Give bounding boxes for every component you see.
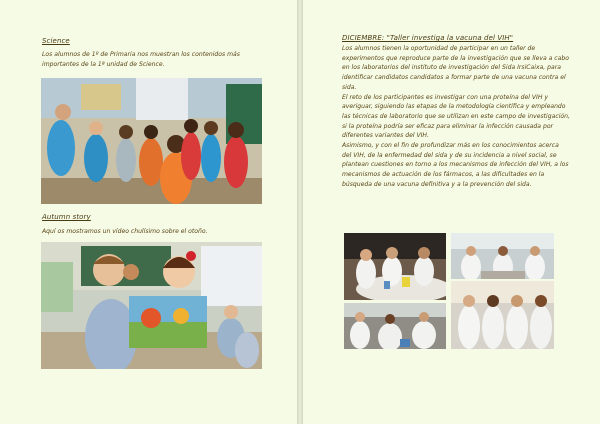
workshop-photo-4 bbox=[451, 281, 554, 349]
article-paragraph: Asimismo, y con el fin de profundizar más en los conocimientos acerca del VIH, de la enfermedad del sida y de su incidencia a nivel social, se plantean cuestiones en torno a los mecanismos de infección del VIH, a los mecanismos de actuación de los fármacos, a las dificultades en la búsqueda de una vacuna definitiva y a la prevención del sida. bbox=[342, 142, 569, 188]
article-paragraph: El reto de los participantes es investigar con una proteína del VIH y averiguar, siguiendo las etapas de la metodología científica y empleando las técnicas de laboratorio que se utilizan en este campo de investigación, si la proteína podría ser eficaz para eliminar la infección causada por diferentes variantes del VIH. bbox=[342, 93, 570, 140]
workshop-photo-1 bbox=[344, 233, 446, 300]
autumn-story-description: Aquí os mostramos un vídeo chulísimo sobre el otoño. bbox=[42, 228, 208, 235]
right-page bbox=[303, 0, 600, 424]
left-page bbox=[0, 0, 297, 424]
article-heading: DICIEMBRE: "Taller investiga la vacuna del VIH" bbox=[342, 34, 514, 42]
workshop-photo-3 bbox=[344, 303, 446, 349]
workshop-photo-2 bbox=[451, 233, 554, 279]
autumn-story-heading: Autumn story bbox=[42, 213, 91, 221]
article-body bbox=[342, 44, 570, 190]
science-heading: Science bbox=[42, 37, 70, 45]
science-class-photo bbox=[41, 78, 262, 204]
article-paragraph: Los alumnos tienen la oportunidad de participar en un taller de experimentos que reproduce parte de la investigación que se lleva a cabo en los laboratorios del instituto de investigación del Sida IrsiCaixa, para identificar candidatos candidatos a formar parte de una vacuna contra el sida. bbox=[342, 45, 569, 91]
science-description: Los alumnos de 1º de Primaria nos muestran los contenidos más importantes de la 1ª unidad de Science. bbox=[42, 51, 240, 68]
autumn-story-photo bbox=[41, 242, 262, 369]
